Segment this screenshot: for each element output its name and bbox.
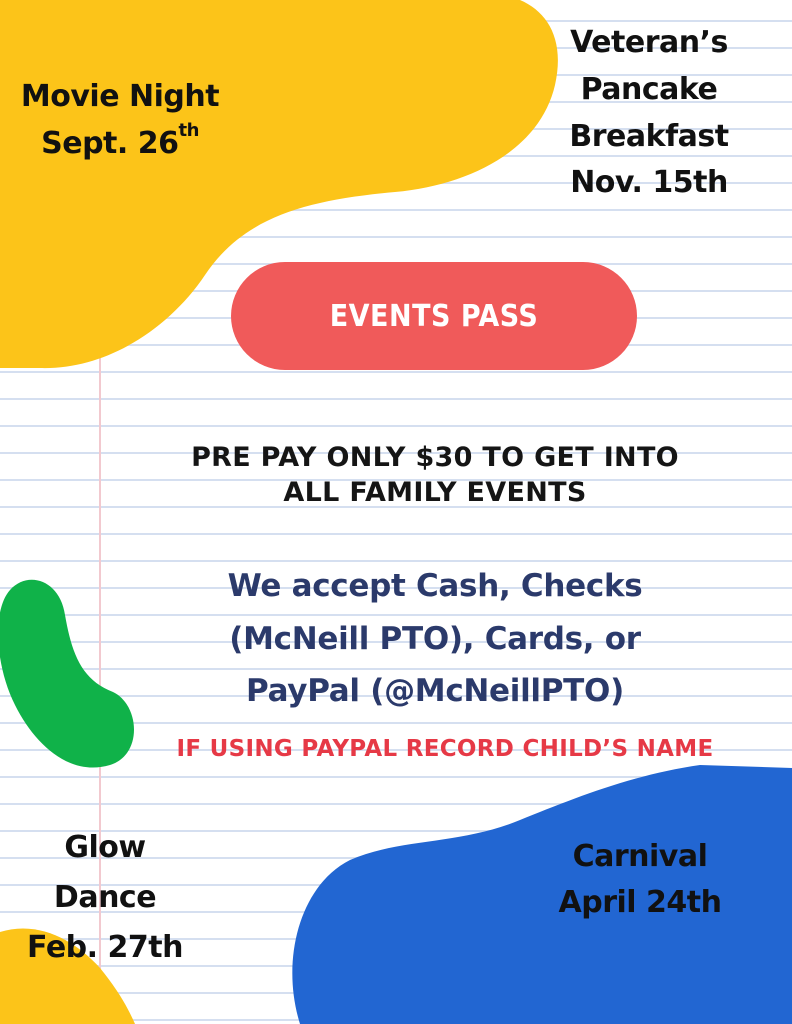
prepay-line-1: PRE PAY ONLY $30 TO GET INTO xyxy=(191,442,679,473)
carnival-date: April 24th xyxy=(558,884,722,920)
pancake-line-1: Veteran’s xyxy=(570,25,728,60)
movie-night-date-suffix: th xyxy=(178,119,199,141)
payment-line-3: PayPal (@McNeillPTO) xyxy=(246,673,624,710)
event-glow-dance xyxy=(10,823,200,972)
movie-night-name: Movie Night xyxy=(20,79,220,114)
glow-line-1: Glow xyxy=(64,830,146,865)
movie-night-date: Sept. 26th xyxy=(41,119,199,161)
payment-line-2: (McNeill PTO), Cards, or xyxy=(229,620,641,657)
glow-line-2: Dance xyxy=(53,879,157,915)
events-pass-title: EVENTS PASS xyxy=(329,298,539,334)
carnival-name: Carnival xyxy=(572,839,708,874)
event-pancake-breakfast xyxy=(540,20,758,207)
pancake-date: Nov. 15th xyxy=(570,165,728,201)
glow-date: Feb. 27th xyxy=(27,929,183,965)
green-blob-left xyxy=(0,580,134,768)
payment-methods xyxy=(140,560,730,718)
prepay-offer xyxy=(160,440,710,510)
event-carnival xyxy=(540,834,740,925)
pancake-line-2: Pancake xyxy=(580,71,718,107)
payment-line-1: We accept Cash, Checks xyxy=(227,568,643,604)
pancake-line-3: Breakfast xyxy=(569,118,729,154)
event-movie-night xyxy=(0,74,240,167)
prepay-line-2: ALL FAMILY EVENTS xyxy=(283,477,587,509)
paypal-note: IF USING PAYPAL RECORD CHILD’S NAME xyxy=(176,736,714,762)
